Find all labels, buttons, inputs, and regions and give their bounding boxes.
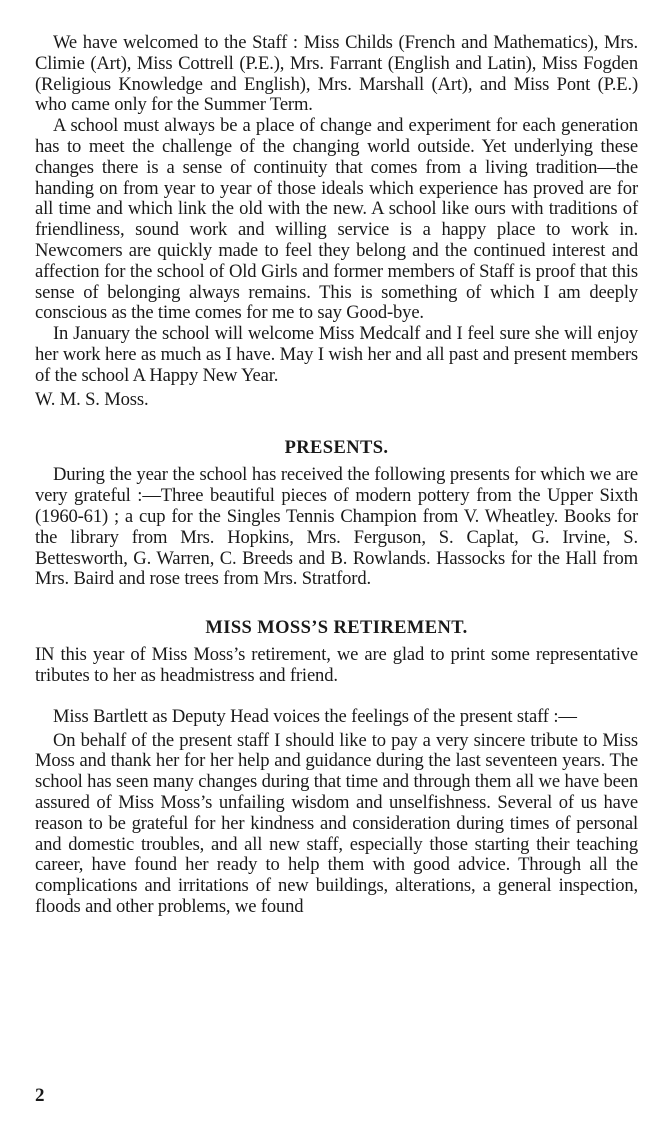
page-number: 2 [35,1085,45,1106]
presents-section [35,437,638,590]
change-and-continuity-paragraph: A school must always be a place of change and experiment for each generation has to meet the challenge of the changing world outside. Yet underlying these changes there is a sense of continuity that comes from a living tradition—the handing on from year to year of those ideals which experience has proved are for all time and which link the old with the new. A school like ours with traditions of friendliness, sound work and willing service is a happy place to work in. Newcomers are quickly made to feel they belong and the continued interest and affection for the school of Old Girls and former members of Staff is proof that this sense of belonging always remains. This is something of which I am deeply conscious as the time comes for me to say Good-bye. [35,115,638,324]
document-page [35,33,638,918]
retirement-section [35,617,638,918]
staff-tribute-paragraph: On behalf of the present staff I should like to pay a very sincere tribute to Miss Moss and thank her for her help and guidance during the last seventeen years. The school has seen many changes during that time and through them all we have been assured of Miss Moss’s unfailing wisdom and unselfishness. Several of us have reason to be grateful for her kindness and consideration during times of personal and domestic troubles, and all new staff, especially those starting their teaching career, have found her ready to help them with good advice. Through all the complications and irritations of new buildings, alterations, a general inspection, floods and other problems, we found [35,729,638,917]
deputy-head-lead-in: Miss Bartlett as Deputy Head voices the feelings of the present staff :— [53,705,577,727]
retirement-intro-paragraph: IN this year of Miss Moss’s retirement, we are glad to print some representative tributes to her as headmistress and friend. [35,644,638,686]
staff-welcome-section [35,33,638,410]
retirement-heading: MISS MOSS’S RETIREMENT. [205,618,468,639]
presents-heading: PRESENTS. [284,438,389,459]
new-headmistress-paragraph: In January the school will welcome Miss Medcalf and I feel sure she will enjoy her work here as much as I have. May I wish her and all past and present members of the school A Happy New Year. [35,323,638,386]
spacer [35,687,638,707]
staff-welcome-paragraph: We have welcomed to the Staff : Miss Childs (French and Mathematics), Mrs. Climie (Art), Miss Cottrell (P.E.), Mrs. Farrant (English and Latin), Miss Fogden (Religious Knowledge and English), Mrs. Marshall (Art), and Miss Pont (P.E.) who came only for the Summer Term. [35,32,638,116]
signature: W. M. S. Moss. [35,388,149,410]
presents-paragraph: During the year the school has received the following presents for which we are very grateful :—Three beautiful pieces of modern pottery from the Upper Sixth (1960-61) ; a cup for the Singles Tennis Champion from V. Wheatley. Books for the library from Mrs. Hopkins, Mrs. Ferguson, S. Caplat, G. Irvine, S. Bettesworth, G. Warren, C. Breeds and B. Rowlands. Hassocks for the Hall from Mrs. Baird and rose trees from Mrs. Stratford. [35,464,638,590]
